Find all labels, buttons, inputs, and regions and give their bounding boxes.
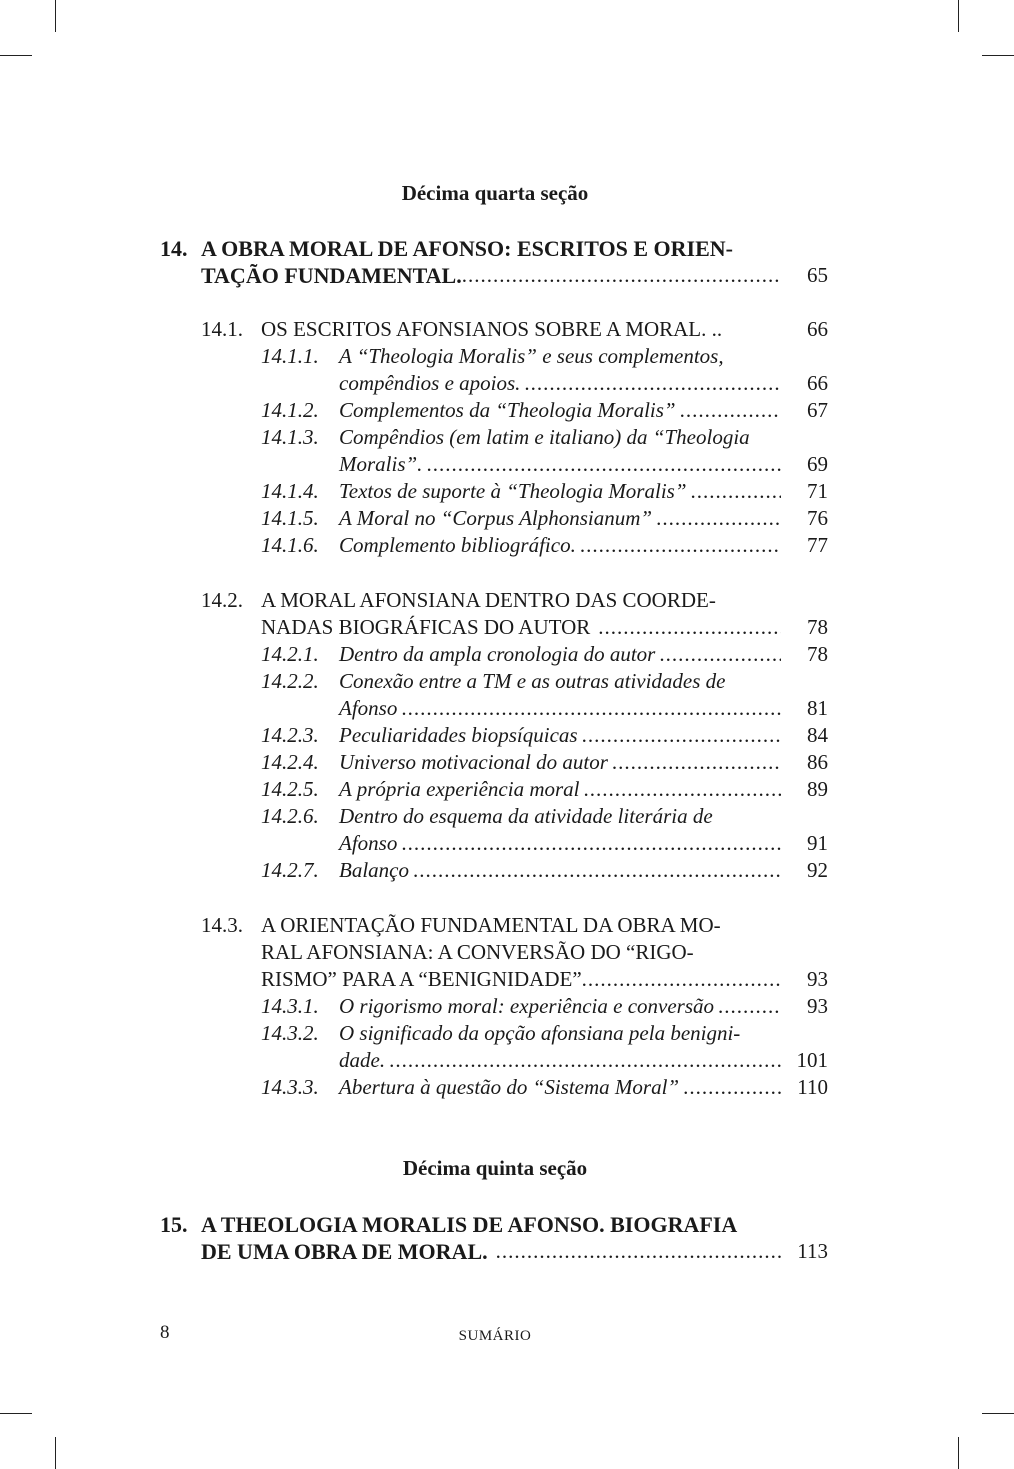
- subsection-number: 14.2.6.: [261, 804, 319, 828]
- subsection-title-line: Compêndios (em latim e italiano) da “Theologia: [339, 425, 750, 449]
- page-number: 71: [807, 479, 828, 503]
- chapter-title-line: A THEOLOGIA MORALIS DE AFONSO. BIOGRAFIA: [201, 1212, 738, 1237]
- page-number: 93: [807, 967, 828, 991]
- toc-entry[interactable]: [201, 1238, 781, 1265]
- running-title: SUMÁRIO: [458, 1328, 532, 1344]
- section-title-line: NADAS BIOGRÁFICAS DO AUTOR: [261, 615, 591, 639]
- dot-leader: [680, 397, 781, 424]
- section-title-line: RAL AFONSIANA: A CONVERSÃO DO “RIGO-: [261, 940, 694, 964]
- crop-mark: [982, 55, 1014, 56]
- subsection-title-line: Universo motivacional do autor: [339, 750, 608, 774]
- subsection-title-line: A Moral no “Corpus Alphonsianum”: [339, 506, 653, 530]
- toc-entry[interactable]: [339, 830, 781, 857]
- dot-leader: [413, 857, 781, 884]
- page-number: 78: [807, 642, 828, 666]
- dot-leader: [524, 370, 781, 397]
- page-number: 93: [807, 994, 828, 1018]
- toc-entry[interactable]: [261, 966, 781, 993]
- toc-entry[interactable]: [201, 262, 781, 289]
- footer-page-number: 8: [160, 1322, 170, 1343]
- subsection-number: 14.3.2.: [261, 1021, 319, 1045]
- crop-mark: [55, 0, 56, 32]
- subsection-number: 14.2.7.: [261, 858, 319, 882]
- subsection-title-line: O rigorismo moral: experiência e conversão: [339, 994, 715, 1018]
- toc-entry[interactable]: [339, 641, 781, 668]
- dot-leader: [401, 830, 781, 857]
- subsection-title-line: Moralis”.: [339, 452, 423, 476]
- toc-entry[interactable]: [339, 695, 781, 722]
- toc-entry[interactable]: [339, 397, 781, 424]
- subsection-title-line: O significado da opção afonsiana pela benigni-: [339, 1021, 741, 1045]
- dot-leader: [582, 722, 781, 749]
- section-number: 14.1.: [201, 317, 243, 341]
- dot-leader: [401, 695, 781, 722]
- section-title[interactable]: OS ESCRITOS AFONSIANOS SOBRE A MORAL. ..: [261, 317, 723, 341]
- toc-entry[interactable]: [339, 370, 781, 397]
- dot-leader: [582, 966, 781, 993]
- toc-entry[interactable]: [339, 993, 781, 1020]
- subsection-title-line: Conexão entre a TM e as outras atividades de: [339, 669, 726, 693]
- page-number: 66: [807, 317, 828, 341]
- dot-leader: [683, 1074, 781, 1101]
- crop-mark: [958, 0, 959, 32]
- page-number: 84: [807, 723, 828, 747]
- chapter-number: 15.: [160, 1212, 188, 1237]
- page-number: 78: [807, 615, 828, 639]
- dot-leader: [691, 478, 781, 505]
- subsection-title-line: Complementos da “Theologia Moralis”: [339, 398, 676, 422]
- page-number: 92: [807, 858, 828, 882]
- toc-entry[interactable]: [339, 1047, 781, 1074]
- subsection-title-line: Peculiaridades biopsíquicas: [339, 723, 578, 747]
- toc-entry[interactable]: [339, 857, 781, 884]
- subsection-number: 14.1.1.: [261, 344, 319, 368]
- dot-leader: [580, 532, 781, 559]
- subsection-title-line: Afonso: [339, 831, 398, 855]
- subsection-title-line: Dentro da ampla cronologia do autor: [339, 642, 656, 666]
- toc-entry[interactable]: [339, 1074, 781, 1101]
- crop-mark: [55, 1437, 56, 1469]
- toc-entry[interactable]: [339, 532, 781, 559]
- subsection-number: 14.2.5.: [261, 777, 319, 801]
- dot-leader: [656, 505, 781, 532]
- page-number: 113: [797, 1239, 828, 1263]
- page-number: 89: [807, 777, 828, 801]
- chapter-title-line: TAÇÃO FUNDAMENTAL.: [201, 263, 462, 288]
- subsection-number: 14.1.2.: [261, 398, 319, 422]
- section-title-line: RISMO” PARA A “BENIGNIDADE”: [261, 967, 582, 991]
- subsection-number: 14.1.5.: [261, 506, 319, 530]
- crop-mark: [0, 1413, 32, 1414]
- subsection-title-line: compêndios e apoios.: [339, 371, 521, 395]
- page-number: 81: [807, 696, 828, 720]
- subsection-title-line: Afonso: [339, 696, 398, 720]
- page-number: 101: [796, 1048, 828, 1072]
- page-number: 67: [807, 398, 828, 422]
- page-number: 65: [807, 263, 828, 287]
- subsection-number: 14.2.1.: [261, 642, 319, 666]
- section-number: 14.2.: [201, 588, 243, 612]
- subsection-number: 14.3.1.: [261, 994, 319, 1018]
- subsection-number: 14.2.3.: [261, 723, 319, 747]
- toc-entry[interactable]: [339, 478, 781, 505]
- page-number: 91: [807, 831, 828, 855]
- subsection-number: 14.1.6.: [261, 533, 319, 557]
- page-number: 77: [807, 533, 828, 557]
- chapter-title-line: DE UMA OBRA DE MORAL.: [201, 1239, 488, 1264]
- crop-mark: [958, 1437, 959, 1469]
- toc-entry[interactable]: [339, 776, 781, 803]
- dot-leader: [659, 641, 781, 668]
- subsection-title-line: A própria experiência moral: [339, 777, 580, 801]
- toc-entry[interactable]: [261, 614, 781, 641]
- section-title-line: A ORIENTAÇÃO FUNDAMENTAL DA OBRA MO-: [261, 913, 721, 937]
- subsection-title-line: Abertura à questão do “Sistema Moral”: [339, 1075, 680, 1099]
- toc-entry[interactable]: [339, 505, 781, 532]
- dot-leader: [462, 262, 781, 289]
- dot-leader: [426, 451, 781, 478]
- toc-entry[interactable]: [339, 749, 781, 776]
- subsection-title-line: Balanço: [339, 858, 409, 882]
- chapter-title-line: A OBRA MORAL DE AFONSO: ESCRITOS E ORIEN-: [201, 236, 733, 261]
- page-number: 76: [807, 506, 828, 530]
- section-number: 14.3.: [201, 913, 243, 937]
- subsection-title-line: Complemento bibliográfico.: [339, 533, 576, 557]
- dot-leader: [718, 993, 781, 1020]
- page-number: 66: [807, 371, 828, 395]
- subsection-title-line: Textos de suporte à “Theologia Moralis”: [339, 479, 687, 503]
- crop-mark: [0, 55, 32, 56]
- subsection-number: 14.1.3.: [261, 425, 319, 449]
- subsection-number: 14.1.4.: [261, 479, 319, 503]
- dot-leader: [496, 1238, 781, 1265]
- dot-leader: [598, 614, 781, 641]
- subsection-number: 14.2.2.: [261, 669, 319, 693]
- page-number: 110: [797, 1075, 828, 1099]
- section-heading: Décima quarta seção: [401, 181, 589, 205]
- subsection-title-line: dade.: [339, 1048, 386, 1072]
- section-heading: Décima quinta seção: [402, 1156, 588, 1180]
- subsection-number: 14.3.3.: [261, 1075, 319, 1099]
- dot-leader: [612, 749, 781, 776]
- toc-entry[interactable]: [339, 451, 781, 478]
- subsection-title-line: Dentro do esquema da atividade literária de: [339, 804, 713, 828]
- page-number: 86: [807, 750, 828, 774]
- toc-entry[interactable]: [339, 722, 781, 749]
- dot-leader: [584, 776, 782, 803]
- dot-leader: [389, 1047, 781, 1074]
- subsection-title-line: A “Theologia Moralis” e seus complementos,: [339, 344, 724, 368]
- subsection-number: 14.2.4.: [261, 750, 319, 774]
- crop-mark: [982, 1413, 1014, 1414]
- chapter-number: 14.: [160, 236, 188, 261]
- section-title-line: A MORAL AFONSIANA DENTRO DAS COORDE-: [261, 588, 716, 612]
- page-number: 69: [807, 452, 828, 476]
